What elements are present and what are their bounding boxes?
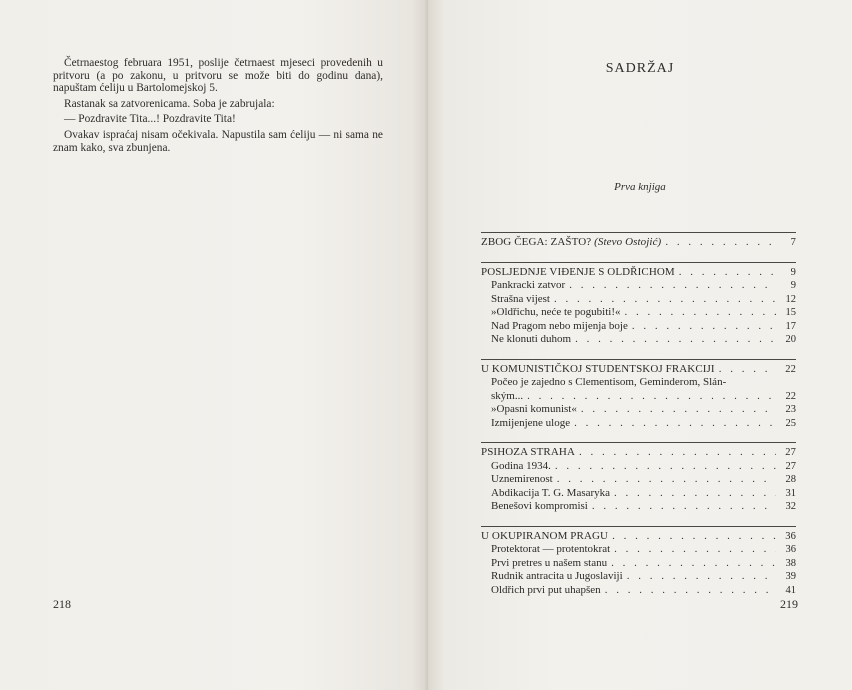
leader-dots [574,417,776,431]
toc-section [481,526,796,598]
toc-page-number: 23 [785,404,796,415]
section-rule [481,442,796,443]
paragraph: Ovakav ispraćaj nisam očekivala. Napustila sam ćeliju — ni sama ne znam kako, sva zbunjena. [53,128,383,154]
left-page-text [53,57,383,157]
toc-entry [481,557,796,571]
leader-dots [555,460,776,474]
toc-entry-title: Nad Pragom nebo mijenja boje [491,319,628,332]
toc-page-number: 25 [785,417,796,429]
leader-dots [614,487,776,501]
toc-entry-title: Izmijenjene uloge [491,416,571,429]
toc-page-number: 27 [785,447,796,458]
toc-entry [481,473,796,487]
toc-section [481,232,796,250]
toc-entry [481,460,796,474]
toc-page-number: 22 [785,390,796,402]
toc-section [481,262,796,347]
toc-entry [481,293,796,307]
leader-dots [575,333,776,347]
toc-page-number: 27 [785,460,796,472]
toc-heading-author: (Stevo Ostojić) [594,236,662,248]
toc-heading: PSIHOZA STRAHA [481,446,575,458]
toc-entry-title: Benešovi kompromisi [491,500,588,512]
toc-page-number: 17 [785,320,796,332]
toc-entry [481,376,796,390]
leader-dots [679,266,776,280]
toc-entry-title: Abdikacija T. G. Masaryka [491,486,611,499]
toc-entry [481,584,796,598]
leader-dots [612,530,776,544]
table-of-contents [481,232,796,609]
toc-heading-row [481,236,796,250]
section-rule [481,359,796,360]
leader-dots [665,236,776,250]
leader-dots [719,363,776,377]
toc-entry-title: Prvi pretres u našem stanu [491,556,608,569]
toc-entry-title: Godina 1934. [491,459,551,472]
leader-dots [557,473,776,487]
toc-entry-title: Oldřich prvi put uhapšen [491,583,601,596]
toc-page-number: 20 [785,334,796,345]
leader-dots [554,293,776,307]
toc-heading: ZBOG ČEGA: ZAŠTO? (Stevo Ostojić) [481,236,662,248]
leader-dots [627,570,776,584]
toc-entry [481,333,796,347]
paragraph: Rastanak sa zatvorenicama. Soba je zabrujala: [64,97,275,110]
section-rule [481,232,796,233]
paragraph: — Pozdravite Tita...! Pozdravite Tita! [64,113,236,126]
toc-entry [481,279,796,293]
leader-dots [569,279,776,293]
toc-page-number: 38 [785,557,796,569]
toc-entry-title: »Opasni komunist« [491,403,577,415]
toc-page-number: 7 [790,237,796,248]
toc-entry-title: Protektorat — protentokrat [491,543,611,555]
toc-page-number: 15 [785,307,796,318]
toc-entry [481,487,796,501]
toc-heading: U OKUPIRANOM PRAGU [481,529,609,542]
book-label: Prva knjiga [614,181,666,193]
leader-dots [579,446,776,460]
toc-page-number: 36 [785,530,796,542]
toc-section [481,442,796,514]
leader-dots [527,390,776,404]
leader-dots [605,584,776,598]
toc-heading-row [481,530,796,544]
section-rule [481,526,796,527]
toc-page-number: 9 [790,266,796,278]
leader-dots [625,306,776,320]
leader-dots [592,500,776,514]
toc-entry [481,403,796,417]
toc-page-number: 41 [785,584,796,596]
toc-entry-title: Počeo je zajedno s Clementisom, Geminderom, Slán- [491,376,727,388]
toc-title: SADRŽAJ [605,61,675,76]
toc-heading: U KOMUNISTIČKOJ STUDENTSKOJ FRAKCIJI [481,362,715,375]
toc-page-number: 31 [785,487,796,499]
page-number-left: 218 [53,597,71,611]
toc-heading-row [481,266,796,280]
toc-page-number: 32 [785,501,796,512]
toc-entry [481,570,796,584]
toc-page-number: 28 [785,474,796,485]
toc-entry [481,390,796,404]
leader-dots [611,557,776,571]
toc-heading-row [481,363,796,377]
toc-entry-title: »Oldřichu, neće te pogubiti!« [491,306,621,318]
leader-dots [632,320,776,334]
toc-entry [481,417,796,431]
toc-heading: POSLJEDNJE VIĐENJE S OLDŘICHOM [481,265,675,278]
leader-dots [614,543,776,557]
toc-entry-title: ským... [491,389,524,402]
toc-page-number: 12 [785,293,796,305]
right-page [428,0,852,690]
toc-page-number: 39 [785,571,796,582]
toc-entry-title: Ne klonuti duhom [491,333,572,345]
toc-entry [481,500,796,514]
section-rule [481,262,796,263]
toc-entry-title: Uznemirenost [491,473,553,485]
toc-heading-row [481,446,796,460]
toc-entry [481,306,796,320]
toc-page-number: 9 [790,280,796,291]
toc-entry-title: Pankracki zatvor [491,279,566,291]
toc-page-number: 36 [785,544,796,555]
toc-entry [481,320,796,334]
leader-dots [581,403,776,417]
toc-entry-title: Rudnik antracita u Jugoslaviji [491,570,623,582]
paragraph: Četrnaestog februara 1951, poslije četrnaest mjeseci provedenih u pritvoru (a po zakonu, u pritvoru se može biti do godinu dana), napuštam ćeliju u Bartolomejskoj 5. [53,57,383,95]
toc-entry-title: Strašna vijest [491,292,550,305]
page-number-right: 219 [780,597,798,611]
toc-section [481,359,796,431]
toc-entry [481,543,796,557]
toc-page-number: 22 [785,363,796,375]
